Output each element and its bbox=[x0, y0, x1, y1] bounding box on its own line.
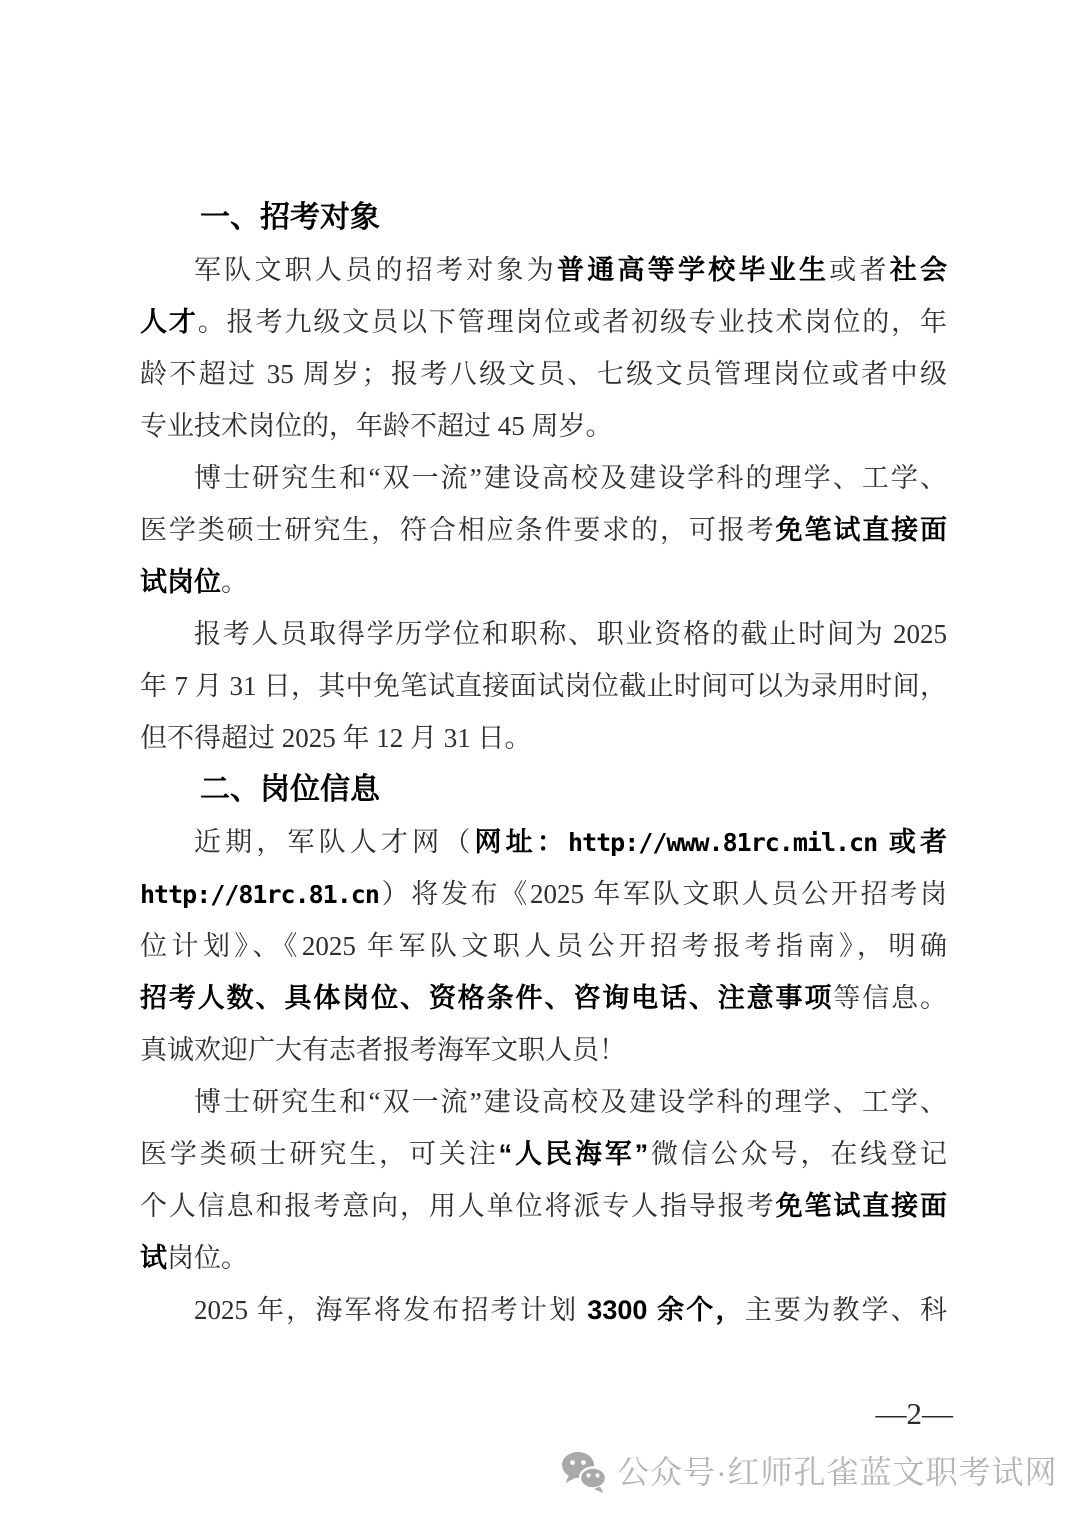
body-text: 报考人员取得学历学位和职称、职业资格的截止时间为 2025 bbox=[194, 619, 947, 649]
body-text: 2025 年，海军将发布招考计划 bbox=[194, 1295, 588, 1325]
text-line bbox=[140, 972, 947, 1024]
body-text: 。报考九级文员以下管理岗位或者初级专业技术岗位的，年 bbox=[197, 307, 948, 337]
bold-text: 二、岗位信息 bbox=[200, 773, 380, 806]
text-line bbox=[140, 504, 947, 556]
body-text: 专业技术岗位的，年龄不超过 45 周岁。 bbox=[140, 411, 613, 441]
bold-text: 试 bbox=[140, 1243, 167, 1273]
text-line bbox=[140, 452, 947, 504]
body-text: 龄不超过 35 周岁；报考八级文员、七级文员管理岗位或者中级 bbox=[140, 359, 947, 389]
body-text: 个人信息和报考意向，用人单位将派专人指导报考 bbox=[140, 1191, 776, 1221]
bold-text: 人才 bbox=[140, 307, 198, 337]
text-line bbox=[140, 1128, 947, 1180]
text-line bbox=[140, 816, 947, 868]
document-body bbox=[140, 192, 947, 1336]
body-text: 岗位。 bbox=[167, 1243, 248, 1273]
body-text: 等信息。 bbox=[833, 983, 948, 1013]
text-line bbox=[140, 244, 947, 296]
bold-text: 或者 bbox=[877, 827, 948, 857]
bold-text: 社会 bbox=[889, 255, 947, 285]
bold-text: “人民海军” bbox=[498, 1139, 649, 1169]
body-text: 微信公众号，在线登记 bbox=[648, 1139, 948, 1169]
text-line bbox=[140, 1232, 947, 1284]
bold-text: 招考人数、具体岗位、资格条件、咨询电话、注意事项 bbox=[140, 983, 834, 1013]
text-line bbox=[140, 1284, 947, 1336]
bold-text: 免笔试直接面 bbox=[775, 515, 948, 545]
text-line bbox=[140, 556, 947, 608]
body-text: 年 7 月 31 日，其中免笔试直接面试岗位截止时间可以为录用时间， bbox=[140, 671, 947, 701]
body-text: 医学类硕士研究生，可关注 bbox=[140, 1139, 499, 1169]
body-text: 近期，军队人才网（ bbox=[194, 827, 475, 857]
text-line bbox=[140, 348, 947, 400]
text-line bbox=[140, 1180, 947, 1232]
body-text: 主要为教学、科 bbox=[744, 1295, 948, 1325]
bold-text: 网址： bbox=[474, 827, 569, 857]
body-text: 医学类硕士研究生，符合相应条件要求的，可报考 bbox=[140, 515, 776, 545]
bold-text: 试岗位 bbox=[140, 567, 221, 597]
body-text: 博士研究生和“双一流”建设高校及建设学科的理学、工学、 bbox=[194, 463, 947, 493]
text-line bbox=[140, 400, 947, 452]
url-text: http://81rc.81.cn bbox=[140, 880, 379, 909]
body-text: ）将发布《2025 年军队文职人员公开招考岗 bbox=[378, 879, 947, 909]
body-text: 博士研究生和“双一流”建设高校及建设学科的理学、工学、 bbox=[194, 1087, 947, 1117]
text-line bbox=[140, 920, 947, 972]
watermark-label: 公众号·红师孔雀蓝文职考试网 bbox=[617, 1454, 1058, 1490]
body-text: 军队文职人员的招考对象为 bbox=[194, 255, 557, 285]
section-heading bbox=[140, 764, 947, 816]
page-number: —2— bbox=[875, 1396, 953, 1431]
bold-text: 免笔试直接面 bbox=[775, 1191, 948, 1221]
text-line bbox=[140, 296, 947, 348]
text-line bbox=[140, 1024, 947, 1076]
text-line bbox=[140, 608, 947, 660]
body-text: 真诚欢迎广大有志者报考海军文职人员！ bbox=[140, 1035, 626, 1065]
body-text: 但不得超过 2025 年 12 月 31 日。 bbox=[140, 723, 532, 753]
wechat-icon bbox=[560, 1450, 608, 1494]
bold-text: 一、招考对象 bbox=[200, 201, 380, 234]
text-line bbox=[140, 868, 947, 920]
text-line bbox=[140, 1076, 947, 1128]
section-heading bbox=[140, 192, 947, 244]
body-text: 或者 bbox=[829, 255, 890, 285]
text-line bbox=[140, 712, 947, 764]
url-text: http://www.81rc.mil.cn bbox=[568, 828, 878, 857]
bold-text: 3300 余个， bbox=[587, 1295, 745, 1325]
watermark bbox=[560, 1444, 1058, 1500]
body-text: 。 bbox=[221, 567, 248, 597]
text-line bbox=[140, 660, 947, 712]
body-text: 位计划》、《2025 年军队文职人员公开招考报考指南》，明确 bbox=[140, 931, 947, 961]
bold-text: 普通高等学校毕业生 bbox=[557, 255, 830, 285]
